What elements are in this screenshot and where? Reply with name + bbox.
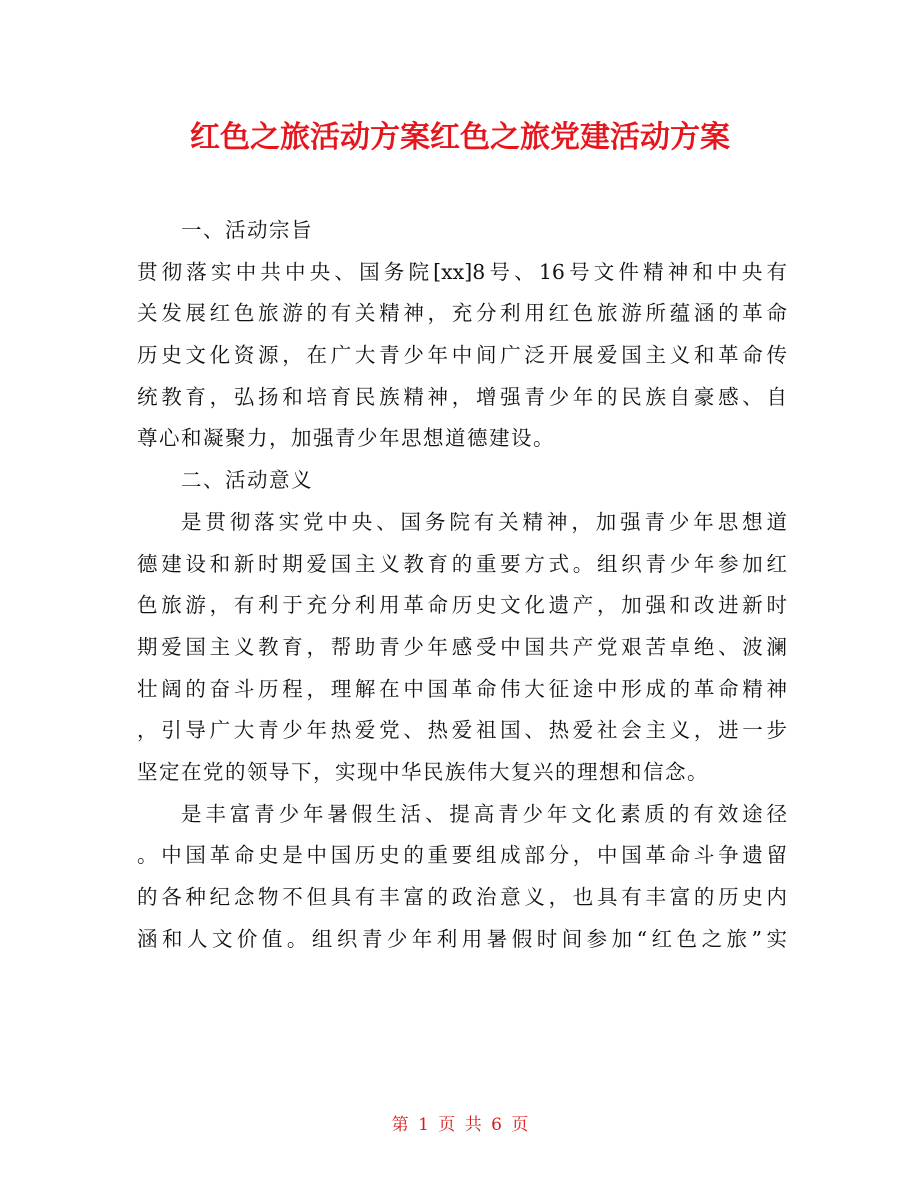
text-line: 统教育，弘扬和培育民族精神，增强青少年的民族自豪感、自 <box>137 384 787 409</box>
page-footer: 第 1 页 共 6 页 <box>391 1115 529 1135</box>
text-line: 德建设和新时期爱国主义教育的重要方式。组织青少年参加红 <box>137 551 787 576</box>
text-line: 是贯彻落实党中央、国务院有关精神，加强青少年思想道 <box>181 509 787 534</box>
text-line: 壮阔的奋斗历程，理解在中国革命伟大征途中形成的革命精神 <box>137 676 787 701</box>
text-line: 的各种纪念物不但具有丰富的政治意义，也具有丰富的历史内 <box>137 885 787 909</box>
text-line: 涵和人文价值。组织青少年利用暑假时间参加“红色之旅”实 <box>137 926 787 951</box>
text-line: 坚定在党的领导下，实现中华民族伟大复兴的理想和信念。 <box>137 759 709 784</box>
text-line: 一、活动宗旨 <box>181 218 313 242</box>
text-line: 。中国革命史是中国历史的重要组成部分，中国革命斗争遗留 <box>137 843 787 868</box>
text-line: 历史文化资源，在广大青少年中间广泛开展爱国主义和革命传 <box>137 343 787 368</box>
document-body <box>137 210 787 960</box>
text-line: 尊心和凝聚力，加强青少年思想道德建设。 <box>137 426 555 451</box>
text-line: 关发展红色旅游的有关精神，充分利用红色旅游所蕴涵的革命 <box>137 301 787 326</box>
text-line: 是丰富青少年暑假生活、提高青少年文化素质的有效途径 <box>181 801 787 826</box>
text-line: ，引导广大青少年热爱党、热爱祖国、热爱社会主义，进一步 <box>137 718 787 743</box>
text-line: 二、活动意义 <box>181 468 313 493</box>
text-line: 期爱国主义教育，帮助青少年感受中国共产党艰苦卓绝、波澜 <box>137 634 787 659</box>
document-title: 红色之旅活动方案红色之旅党建活动方案 <box>190 120 730 155</box>
text-line: 贯彻落实中共中央、国务院[xx]8号、16号文件精神和中央有 <box>137 259 787 284</box>
text-line: 色旅游，有利于充分利用革命历史文化遗产，加强和改进新时 <box>137 593 787 618</box>
